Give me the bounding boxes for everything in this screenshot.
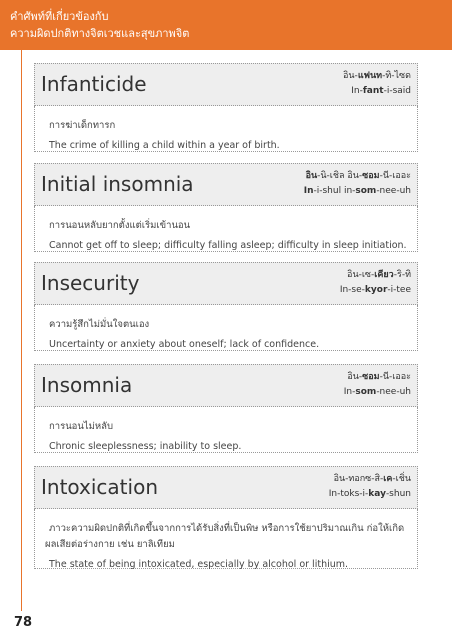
pronunciation-thai: อิน-แฟนท-ทิ-ไซด <box>343 71 411 81</box>
glossary-entry <box>34 364 418 453</box>
definition-box <box>34 305 418 351</box>
definition-english: Uncertainty or anxiety about oneself; lack of confidence. <box>49 339 320 350</box>
header-line-2: ความผิดปกติทางจิตเวชและสุขภาพจิต <box>10 27 190 40</box>
page-number: 78 <box>8 611 38 635</box>
side-divider <box>21 50 22 618</box>
term-box <box>34 262 418 305</box>
term: Insecurity <box>41 271 140 295</box>
definition-english: Chronic sleeplessness; inability to sleep. <box>49 441 242 452</box>
glossary-entry <box>34 163 418 252</box>
definition-box <box>34 106 418 152</box>
term: Insomnia <box>41 373 133 397</box>
pronunciation-english: In-fant-i-said <box>351 86 411 96</box>
pronunciation-thai: อิน-ซอม-นี-เออะ <box>347 372 411 382</box>
definition-thai: ภาวะความผิดปกติที่เกิดขึ้นจากการได้รับสิ่งที่เป็นพิษ หรือการใช้ยาปริมาณเกิน ก่อให้เกิดผลเสียต่อร่างกาย เช่น ยาลิเทียม <box>45 523 405 550</box>
definition-box <box>34 206 418 252</box>
pronunciation-thai: อิน-เซ-เคียว-ริ-ทิ <box>347 270 411 280</box>
glossary-entry <box>34 63 418 152</box>
definition-thai: การฆ่าเด็กทารก <box>49 120 116 131</box>
glossary-entry <box>34 262 418 351</box>
definition-box <box>34 407 418 453</box>
pronunciation-thai: อิน-นิ-เชิล อิน-ซอม-นี-เออะ <box>305 171 411 181</box>
term: Infanticide <box>41 72 147 96</box>
header-title <box>10 8 189 42</box>
definition-english: Cannot get off to sleep; difficulty falling asleep; difficulty in sleep initiation. <box>49 240 407 251</box>
glossary-entry <box>34 466 418 569</box>
pronunciation-thai: อิน-ทอกซ-สิ-เค-เชิ่น <box>333 474 411 484</box>
header-line-1: คำศัพท์ที่เกี่ยวข้องกับ <box>10 10 109 23</box>
term-box <box>34 163 418 206</box>
term-box <box>34 364 418 407</box>
pronunciation-english: In-i-shul in-som-nee-uh <box>303 186 411 196</box>
definition-box <box>34 509 418 569</box>
pronunciation-english: In-toks-i-kay-shun <box>328 489 411 499</box>
definition-english: The state of being intoxicated, especially by alcohol or lithium. <box>49 559 349 570</box>
definition-thai: ความรู้สึกไม่มั่นใจตนเอง <box>49 319 150 330</box>
pronunciation-english: In-som-nee-uh <box>343 387 411 397</box>
term-box <box>34 466 418 509</box>
definition-thai: การนอนไม่หลับ <box>49 421 114 432</box>
definition-thai: การนอนหลับยากตั้งแต่เริ่มเข้านอน <box>49 220 191 231</box>
term: Intoxication <box>41 475 158 499</box>
definition-english: The crime of killing a child within a year of birth. <box>49 140 280 151</box>
term-box <box>34 63 418 106</box>
term: Initial insomnia <box>41 172 194 196</box>
page-header <box>0 0 452 50</box>
pronunciation-english: In-se-kyor-i-tee <box>339 285 411 295</box>
